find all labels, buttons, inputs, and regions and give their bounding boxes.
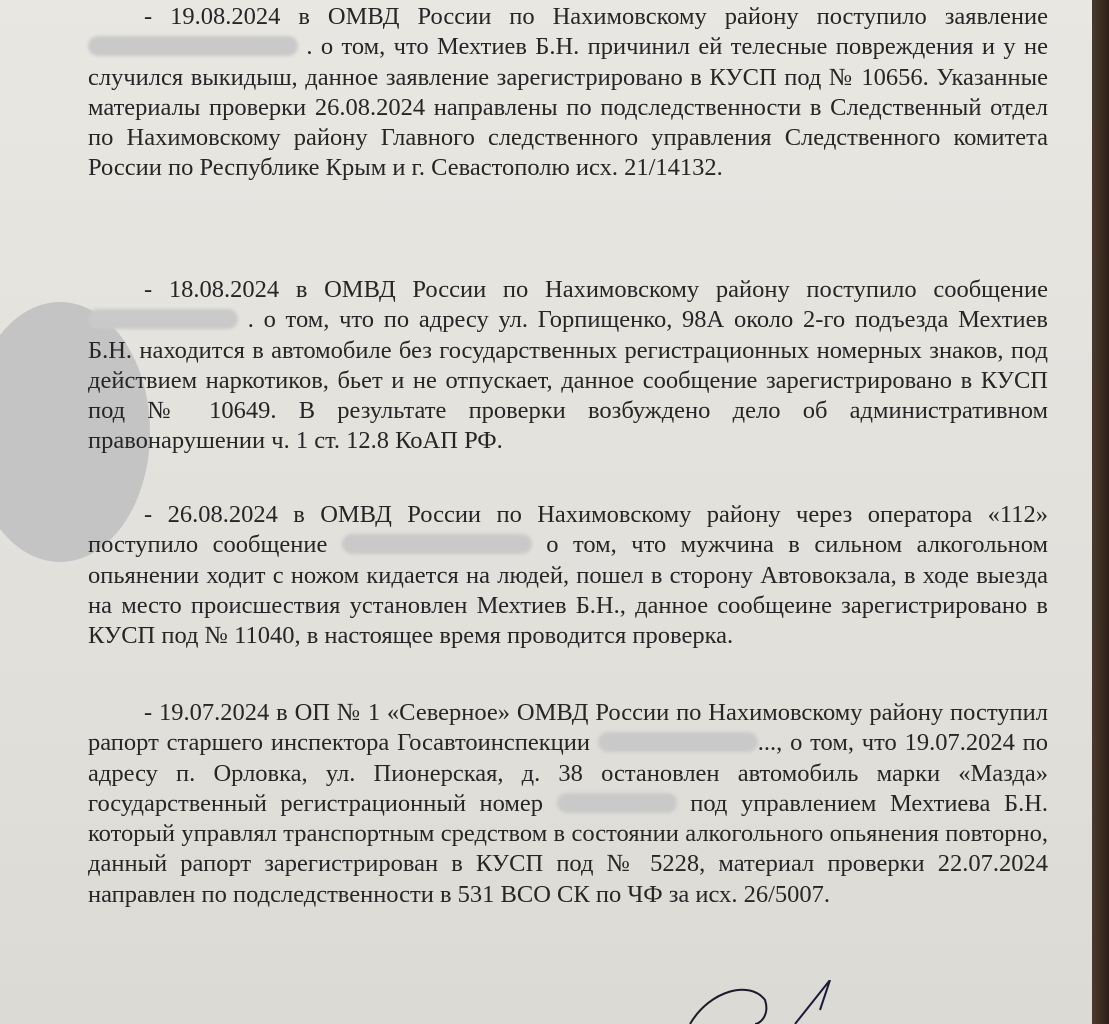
redacted-name xyxy=(342,534,532,554)
paragraph-3 xyxy=(88,500,1048,651)
paragraph-4 xyxy=(88,698,1048,910)
paragraph-3-tail: о том, что мужчина в сильном алкогольном опьянении ходит с ножом кидается на людей, пошел в сторону Автовокзала, в ходе выезда на место происшествия установлен Мехтиев Б.Н., данное сообщеине зарегистрировано в КУСП под № 11040, в настоящее время проводится проверка. xyxy=(88,531,1048,650)
redacted-name xyxy=(88,309,238,329)
paragraph-4-tail: под управлением Мехтиева Б.Н. который управлял транспортным средством в состоянии алкогольного опьянения повторно, данный рапорт зарегистрирован в КУСП под № 5228, материал проверки 22.07.2024 направлен по подследственности в 531 ВСО СК по ЧФ за исх. 26/5007. xyxy=(88,789,1049,908)
redacted-plate xyxy=(557,793,677,813)
paragraph-1 xyxy=(88,2,1048,184)
paragraph-2 xyxy=(88,275,1048,457)
redacted-name xyxy=(88,36,298,56)
signature-icon xyxy=(670,980,870,1024)
desk-edge xyxy=(1092,0,1109,1024)
paragraph-3-lead: - 26.08.2024 в ОМВД России по Нахимовскому району через оператора «112» поступило сообщение xyxy=(88,501,1048,559)
paragraph-2-lead: - 18.08.2024 в ОМВД России по Нахимовскому району поступило сообщение xyxy=(144,276,1048,303)
paragraph-2-tail: . о том, что по адресу ул. Горпищенко, 98А около 2-го подъезда Мехтиев Б.Н. находится в автомобиле без государственных регистрационных номерных знаков, под действием наркотиков, бьет и не отпускает, данное сообщение зарегистрировано в КУСП под № 10649. В результате проверки возбуждено дело об административном правонарушении ч. 1 ст. 12.8 КоАП РФ. xyxy=(88,306,1049,455)
redacted-name xyxy=(598,732,758,752)
paragraph-4-mid: ..., о том, что 19.07.2024 по адресу п. Орловка, ул. Пионерская, д. 38 остановлен автомобиль марки «Мазда» государственный регистрационный номер xyxy=(88,729,1049,817)
paragraph-4-lead: - 19.07.2024 в ОП № 1 «Северное» ОМВД России по Нахимовскому району поступил рапорт старшего инспектора Госавтоинспекции xyxy=(88,699,1048,757)
paragraph-1-tail: . о том, что Мехтиев Б.Н. причинил ей телесные повреждения и у не случился выкидыш, данное заявление зарегистрировано в КУСП под № 10656. Указанные материалы проверки 26.08.2024 направлены по подследственности в Следственный отдел по Нахимовскому району Главного следственного управления Следственного комитета России по Республике Крым и г. Севастополю исх. 21/14132. xyxy=(88,33,1048,182)
paragraph-1-lead: - 19.08.2024 в ОМВД России по Нахимовскому району поступило заявление xyxy=(144,3,1048,30)
